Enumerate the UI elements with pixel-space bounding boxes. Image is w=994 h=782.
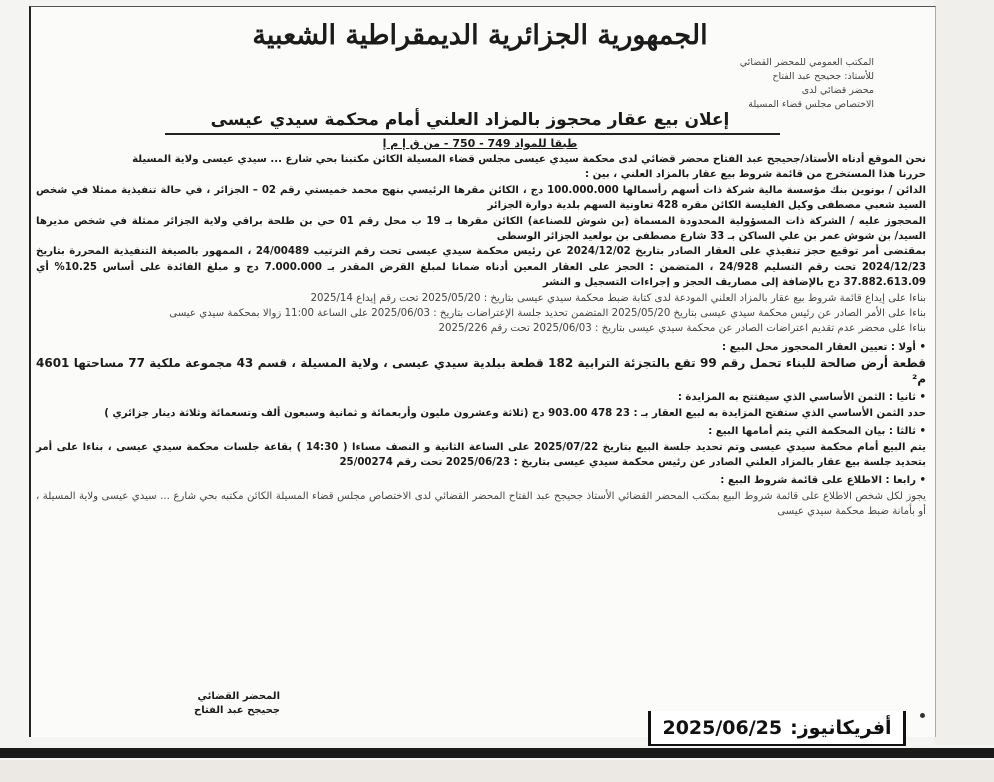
debtor-paragraph: المحجوز عليه / الشركة ذات المسؤولية المحدودة المسماة (بن شوش للصناعة) الكائن مقرها بـ 19 ب محل رقم 01 حي بن طلحة براقي ولاية الجزائر ممثلة في شخص مديرها السيد/ بن شوش عمر بن علي الساكن بـ 33 شارع مصطفى بن بولعيد الجزائر الوسطى <box>36 215 926 243</box>
stamp-date: 2025/06/25 <box>662 716 783 739</box>
section-heading: • أولا : تعيين العقار المحجوز محل البيع : <box>36 340 926 355</box>
notice-subtitle: طبقا للمواد 749 - 750 - من ق إ م إ <box>382 137 578 150</box>
seizure-paragraph: بمقتضى أمر توقيع حجز تنفيذي على العقار الصادر بتاريخ 2024/12/02 عن رئيس محكمة سيدي عيسى تحت رقم الترتيب 24/00489 ، الممهور بالصيغة التنفيذية المحررة بتاريخ 2024/12/23 تحت رقم التسليم 24/928 ، المتضمن : الحجز على العقار المعين أدناه ضمانا لمبلغ القرض المقدر بـ 7.000.000 دج و مبلغ الفائدة على أساس 10.25% أي 37.882.613.09 دج بالإضافة إلى مصاريف الحجز و إجراءات التسجيل و النشر <box>36 246 926 289</box>
title-underline <box>165 133 780 135</box>
body-paragraph: بناءا على الأمر الصادر عن رئيس محكمة سيدي عيسى بتاريخ 2025/05/20 المتضمن تحديد جلسة الإعتراضات بتاريخ : 2025/06/03 على الساعة 11:00 زوالا بمحكمة سيدي عيسى <box>169 308 926 320</box>
section-heading: • ثانيا : الثمن الأساسي الذي سيفتتح به المزايدة : <box>36 390 926 405</box>
creditor-paragraph: الدائن / بونوين بنك مؤسسة مالية شركة ذات أسهم رأسمالها 100.000.000 دج ، الكائن مقرها الرئيسي بنهج محمد خميستي رقم 02 – الجزائر ، في حالة تنفيذية ممثلا في شخص السيد شعبي مصطفى وكيل الفليسة الكائن مقره 428 تعاونية السهم بلدية دوارة الجزائر <box>36 184 926 212</box>
bottom-border <box>0 748 994 758</box>
body-paragraph: نحن الموقع أدناه الأستاذ/جحيجح عبد الفتاح محضر قضائي لدى محكمة سيدي عيسى مجلس قضاء المسيلة الكائن مكتبنا بحي شارع ... سيدي عيسى ولاية المسيلة <box>132 154 926 165</box>
court-office-block <box>614 56 874 112</box>
notice-title: إعلان بيع عقار محجوز بالمزاد العلني أمام محكمة سيدي عيسى <box>210 110 730 130</box>
publication-stamp <box>648 711 906 746</box>
signature-title: المحضر القضائي <box>197 691 280 702</box>
page-margin <box>934 0 994 745</box>
court-paragraph: يتم البيع أمام محكمة سيدي عيسى وتم تحديد جلسة البيع بتاريخ 2025/07/22 على الساعة الثانية و النصف مساءا ( 14:30 ) بقاعة جلسات محكمة سيدي عيسى ، بناءا على أمر بتحديد جلسة بيع عقار بالمزاد العلني الصادر عن رئيس محكمة سيدي عيسى بتاريخ : 2025/06/23 تحت رقم 25/00274 <box>36 441 926 468</box>
price-paragraph: حدد الثمن الأساسي الذي ستفتح المزايدة به لبيع العقار بـ : 23 478 903.00 دج (ثلاثة وعشرون مليون وأربعمائة و ثمانية وسبعون ألف وتسعمائة وثلاثة دينار جزائري ) <box>104 407 926 419</box>
document-header: الجمهورية الجزائرية الديمقراطية الشعبية <box>252 20 708 51</box>
body-paragraph: بناءا على إيداع قائمة شروط بيع عقار بالمزاد العلني المودعة لدى كتابة ضبط محكمة سيدي عيسى بتاريخ : 2025/05/20 تحت رقم إيداع 2025/14 <box>310 292 926 304</box>
page-footer-strip <box>0 760 994 782</box>
signature-block <box>80 690 280 718</box>
body-paragraph: بناءا على محضر عدم تقديم اعتراضات الصادر عن محكمة سيدي عيسى بتاريخ : 2025/06/03 تحت رقم 2025/226 <box>438 323 926 335</box>
notice-body <box>36 152 926 520</box>
court-line: المكتب العمومي للمحضر القضائي <box>739 57 874 68</box>
court-line: محضر قضائي لدى <box>801 85 874 96</box>
section-heading: • ثالثا : بيان المحكمة التي يتم أمامها البيع : <box>36 424 926 439</box>
section-heading: • رابعا : الاطلاع على قائمة شروط البيع : <box>36 473 926 488</box>
stamp-source: أفريكانيوز: <box>790 716 892 739</box>
property-paragraph: قطعة أرض صالحة للبناء تحمل رقم 99 تقع بالتجزئة الترابية 182 قطعة ببلدية سيدي عيسى ، ولاية المسيلة ، قسم 43 مجموعة ملكية 77 مساحتها 4601 م² <box>36 356 926 387</box>
body-paragraph: حررنا هذا المستخرج من قائمة شروط بيع عقار بالمزاد العلني ، بين : <box>584 169 926 181</box>
bullet-dot <box>920 713 925 718</box>
court-line: الاختصاص مجلس قضاء المسيلة <box>748 99 874 110</box>
court-line: للأستاذ: جحيجح عبد الفتاح <box>772 71 874 82</box>
signature-name: جحيجح عبد الفتاح <box>194 705 280 716</box>
conditions-paragraph: يجوز لكل شخص الاطلاع على قائمة شروط البيع بمكتب المحضر القضائي الأستاذ جحيجح عبد الفتاح المحضر القضائي لدى الاختصاص مجلس قضاء المسيلة الكائن مكتبه بحي شارع ... سيدي عيسى ولاية المسيلة ، أو بأمانة ضبط محكمة سيدي عيسى <box>36 490 926 518</box>
